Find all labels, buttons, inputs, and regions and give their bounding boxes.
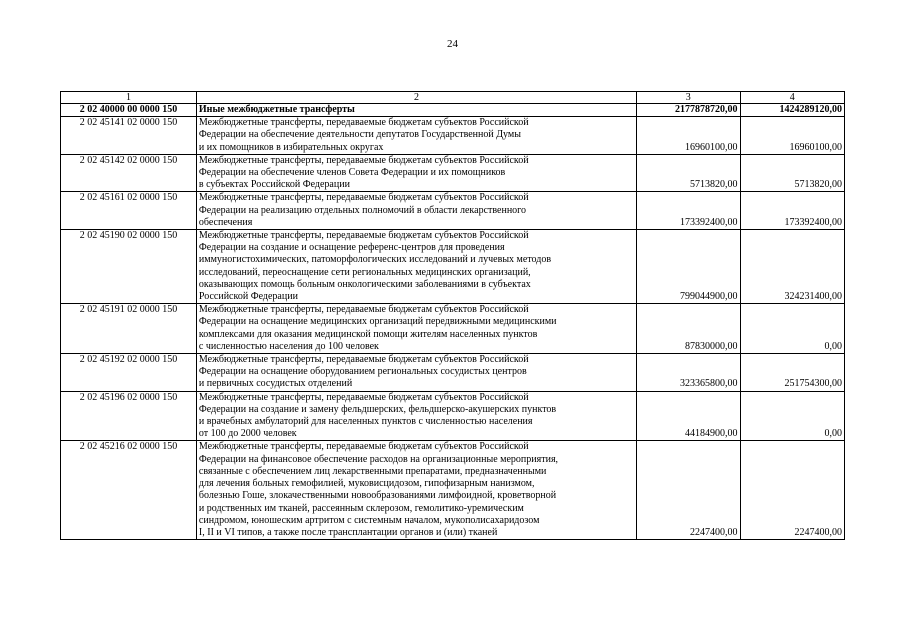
row-amount-4: 2247400,00 <box>740 441 844 540</box>
table-row <box>61 441 845 540</box>
row-description: Межбюджетные трансферты, передаваемые бюджетам субъектов Российской Федерации на создание и оснащение референс-центров для проведения иммуногистохимических, патоморфологических исследований и лучевых методов исследований, переоснащение сети региональных медицинских организаций, оказывающих помощь больным онкологическими заболеваниями в субъектах Российской Федерации <box>196 230 636 304</box>
row-amount-3: 323365800,00 <box>637 354 740 392</box>
row-amount-3: 44184900,00 <box>637 391 740 441</box>
row-amount-4: 1424289120,00 <box>740 104 844 117</box>
row-description: Межбюджетные трансферты, передаваемые бюджетам субъектов Российской Федерации на оснащение медицинских организаций передвижными медицинскими комплексами для оказания медицинской помощи жителям населенных пунктов с численностью населения до 100 человек <box>196 304 636 354</box>
row-amount-4: 16960100,00 <box>740 117 844 155</box>
row-code: 2 02 45190 02 0000 150 <box>61 230 197 304</box>
row-description: Межбюджетные трансферты, передаваемые бюджетам субъектов Российской Федерации на создание и замену фельдшерских, фельдшерско-акушерских пунктов и врачебных амбулаторий для населенных пунктов с численностью населения от 100 до 2000 человек <box>196 391 636 441</box>
row-code: 2 02 45142 02 0000 150 <box>61 154 197 192</box>
row-amount-4: 0,00 <box>740 391 844 441</box>
row-code: 2 02 45196 02 0000 150 <box>61 391 197 441</box>
row-code: 2 02 45141 02 0000 150 <box>61 117 197 155</box>
budget-table <box>60 91 845 540</box>
page-number: 24 <box>447 38 458 50</box>
row-description: Иные межбюджетные трансферты <box>196 104 636 117</box>
row-code: 2 02 45161 02 0000 150 <box>61 192 197 230</box>
column-number-4: 4 <box>740 92 844 104</box>
row-description: Межбюджетные трансферты, передаваемые бюджетам субъектов Российской Федерации на оснащение оборудованием региональных сосудистых центров и первичных сосудистых отделений <box>196 354 636 392</box>
row-amount-3: 173392400,00 <box>637 192 740 230</box>
row-amount-3: 2177878720,00 <box>637 104 740 117</box>
row-description: Межбюджетные трансферты, передаваемые бюджетам субъектов Российской Федерации на реализацию отдельных полномочий в области лекарственного обеспечения <box>196 192 636 230</box>
column-number-3: 3 <box>637 92 740 104</box>
table-row <box>61 192 845 230</box>
column-number-1: 1 <box>61 92 197 104</box>
row-amount-4: 5713820,00 <box>740 154 844 192</box>
row-code: 2 02 45191 02 0000 150 <box>61 304 197 354</box>
row-amount-4: 251754300,00 <box>740 354 844 392</box>
table-row <box>61 304 845 354</box>
table-row <box>61 154 845 192</box>
column-number-row <box>61 92 845 104</box>
row-description: Межбюджетные трансферты, передаваемые бюджетам субъектов Российской Федерации на обеспечение деятельности депутатов Государственной Думы и их помощников в избирательных округах <box>196 117 636 155</box>
table-row <box>61 391 845 441</box>
row-amount-4: 0,00 <box>740 304 844 354</box>
row-amount-3: 16960100,00 <box>637 117 740 155</box>
row-description: Межбюджетные трансферты, передаваемые бюджетам субъектов Российской Федерации на финансовое обеспечение расходов на организационные мероприятия, связанные с обеспечением лиц лекарственными препаратами, предназначенными для лечения больных гемофилией, муковисцидозом, гипофизарным нанизмом, болезнью Гоше, злокачественными новообразованиями лимфоидной, кроветворной и родственных им тканей, рассеянным склерозом, гемолитико-уремическим синдромом, юношеским артритом с системным началом, мукополисахаридозом I, II и VI типов, а также после трансплантации органов и (или) тканей <box>196 441 636 540</box>
row-code: 2 02 40000 00 0000 150 <box>61 104 197 117</box>
row-description: Межбюджетные трансферты, передаваемые бюджетам субъектов Российской Федерации на обеспечение членов Совета Федерации и их помощников в субъектах Российской Федерации <box>196 154 636 192</box>
table-row <box>61 354 845 392</box>
row-code: 2 02 45216 02 0000 150 <box>61 441 197 540</box>
table-row-total <box>61 104 845 117</box>
row-amount-3: 87830000,00 <box>637 304 740 354</box>
row-amount-3: 799044900,00 <box>637 230 740 304</box>
row-amount-3: 5713820,00 <box>637 154 740 192</box>
row-amount-3: 2247400,00 <box>637 441 740 540</box>
table-row <box>61 230 845 304</box>
row-amount-4: 324231400,00 <box>740 230 844 304</box>
row-amount-4: 173392400,00 <box>740 192 844 230</box>
row-code: 2 02 45192 02 0000 150 <box>61 354 197 392</box>
column-number-2: 2 <box>196 92 636 104</box>
table-row <box>61 117 845 155</box>
